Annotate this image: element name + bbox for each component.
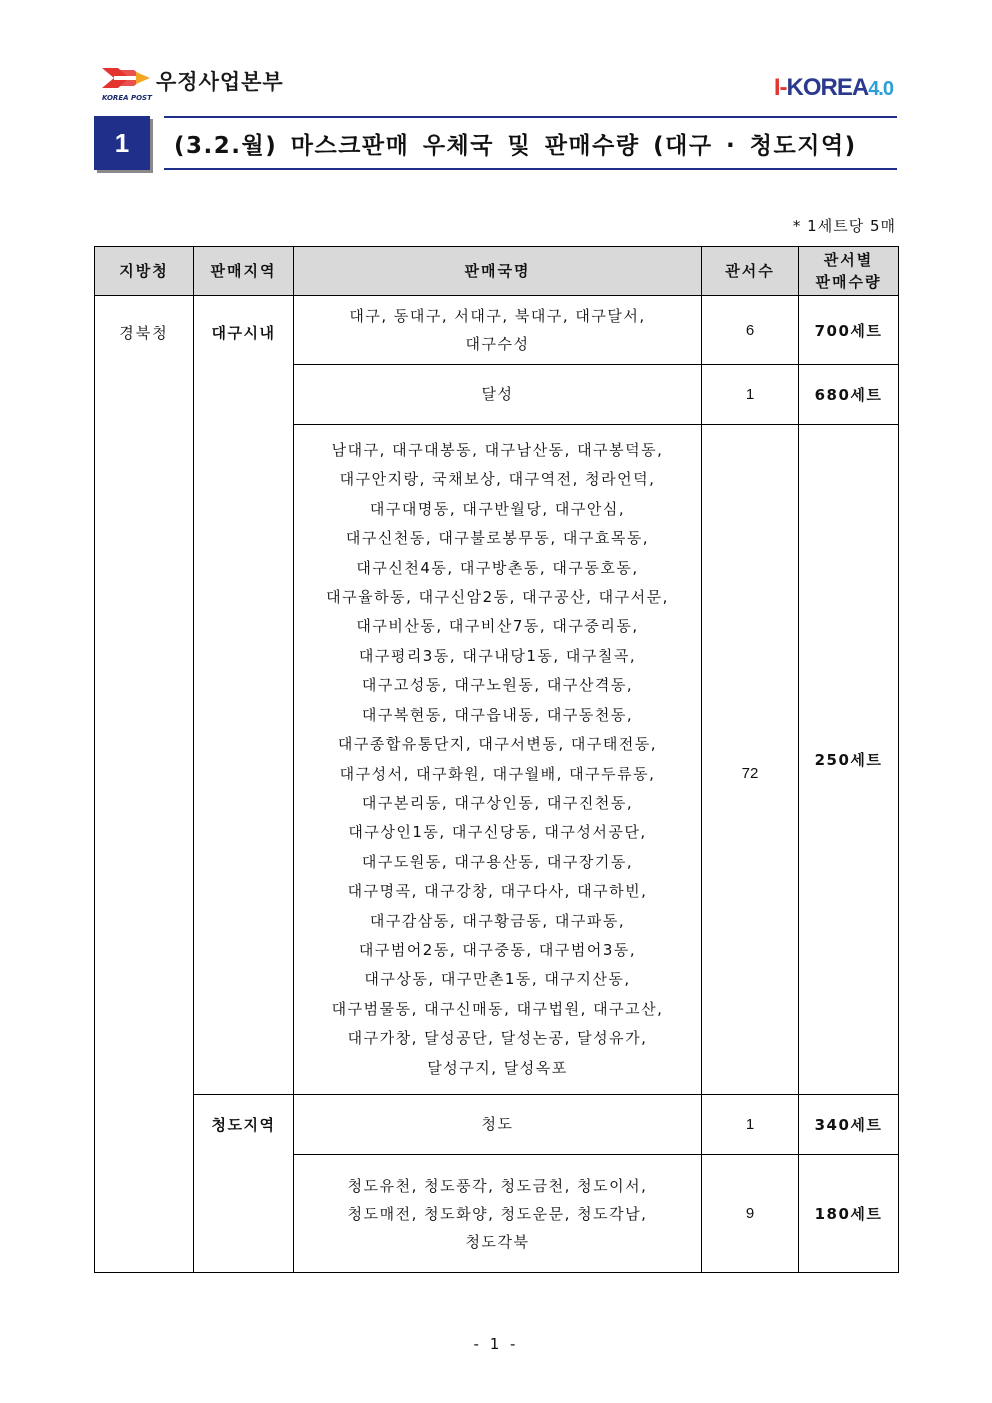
brand-korea: KOREA [786, 74, 869, 101]
office-line: 대구신천동, 대구불로봉무동, 대구효목동, [345, 529, 650, 548]
page-number: - 1 - [473, 1335, 519, 1353]
office-line: 달성 [481, 384, 514, 403]
office-names-cell [294, 365, 702, 425]
office-line: 대구수성 [465, 335, 530, 353]
office-line: 대구안지랑, 국채보상, 대구역전, 청라언덕, [339, 470, 656, 489]
office-line: 청도 [481, 1114, 514, 1133]
office-line: 달성구지, 달성옥포 [427, 1058, 568, 1077]
office-line: 남대구, 대구대봉동, 대구남산동, 대구봉덕동, [331, 441, 664, 460]
office-names-cell [294, 1095, 702, 1155]
office-count-cell: 6 [702, 296, 799, 365]
office-line: 대구비산동, 대구비산7동, 대구중리동, [356, 617, 639, 636]
office-line: 대구대명동, 대구반월당, 대구안심, [369, 499, 626, 518]
office-line: 대구복현동, 대구읍내동, 대구동천동, [361, 705, 634, 724]
section-title-bar [94, 116, 897, 172]
org-name: 우정사업본부 [156, 70, 284, 94]
office-line: 대구감삼동, 대구황금동, 대구파동, [369, 911, 626, 930]
office-line: 대구도원동, 대구용산동, 대구장기동, [361, 852, 634, 871]
section-title: (3.2.월) 마스크판매 우체국 및 판매수량 (대구 · 청도지역) [164, 116, 897, 170]
office-line: 대구, 동대구, 서대구, 북대구, 대구달서, [349, 307, 646, 325]
office-line: 대구범물동, 대구신매동, 대구법원, 대구고산, [331, 999, 664, 1018]
section-number: 1 [94, 116, 150, 170]
unit-note: * 1세트당 5매 [792, 217, 896, 235]
korea-post-logo [100, 64, 284, 102]
office-line: 청도매전, 청도화양, 청도운문, 청도각남, [347, 1204, 648, 1223]
office-line: 대구범어2동, 대구중동, 대구범어3동, [358, 940, 637, 959]
sales-qty-cell: 250세트 [799, 425, 899, 1095]
office-line: 대구본리동, 대구상인동, 대구진천동, [361, 793, 634, 812]
office-line: 대구고성동, 대구노원동, 대구산격동, [361, 676, 634, 695]
sales-table [94, 246, 899, 1273]
table-row [95, 1095, 899, 1155]
header-area: 판매지역 [194, 247, 294, 296]
office-line: 대구상동, 대구만촌1동, 대구지산동, [364, 970, 631, 989]
header-sales-qty: 관서별 판매수량 [799, 247, 899, 296]
header-office-count: 관서수 [702, 247, 799, 296]
korea-post-sub-text: KOREA POST [102, 94, 152, 102]
office-line: 대구율하동, 대구신암2동, 대구공산, 대구서문, [326, 588, 669, 607]
region-cell: 경북청 [95, 296, 194, 1273]
i-korea-logo [774, 74, 893, 102]
office-line: 대구성서, 대구화원, 대구월배, 대구두류동, [339, 764, 656, 783]
brand-i: I- [773, 74, 787, 101]
office-line: 대구가창, 달성공단, 달성논공, 달성유가, [347, 1029, 648, 1048]
sales-qty-cell: 680세트 [799, 365, 899, 425]
table-header-row [95, 247, 899, 296]
header-region: 지방청 [95, 247, 194, 296]
office-line: 청도각북 [465, 1232, 530, 1251]
brand-version: 4.0 [868, 78, 893, 100]
office-line: 대구평리3동, 대구내당1동, 대구칠곡, [358, 646, 637, 665]
area-cell: 청도지역 [194, 1095, 294, 1273]
office-names-cell [294, 1155, 702, 1273]
office-names-cell [294, 296, 702, 365]
sales-qty-cell: 340세트 [799, 1095, 899, 1155]
office-line: 대구상인1동, 대구신당동, 대구성서공단, [348, 823, 647, 842]
office-line: 청도유천, 청도풍각, 청도금천, 청도이서, [347, 1176, 648, 1195]
office-line: 대구명곡, 대구강창, 대구다사, 대구하빈, [347, 882, 648, 901]
korea-post-emblem-icon [100, 64, 152, 102]
office-line: 대구신천4동, 대구방촌동, 대구동호동, [356, 558, 639, 577]
sales-qty-cell: 180세트 [799, 1155, 899, 1273]
office-count-cell: 1 [702, 1095, 799, 1155]
office-count-cell: 72 [702, 425, 799, 1095]
sales-qty-cell: 700세트 [799, 296, 899, 365]
header-office-names: 판매국명 [294, 247, 702, 296]
office-line: 대구종합유통단지, 대구서변동, 대구태전동, [337, 735, 658, 754]
office-count-cell: 1 [702, 365, 799, 425]
office-count-cell: 9 [702, 1155, 799, 1273]
office-names-cell [294, 425, 702, 1095]
area-cell: 대구시내 [194, 296, 294, 1095]
table-row [95, 296, 899, 365]
page-header [100, 62, 895, 104]
